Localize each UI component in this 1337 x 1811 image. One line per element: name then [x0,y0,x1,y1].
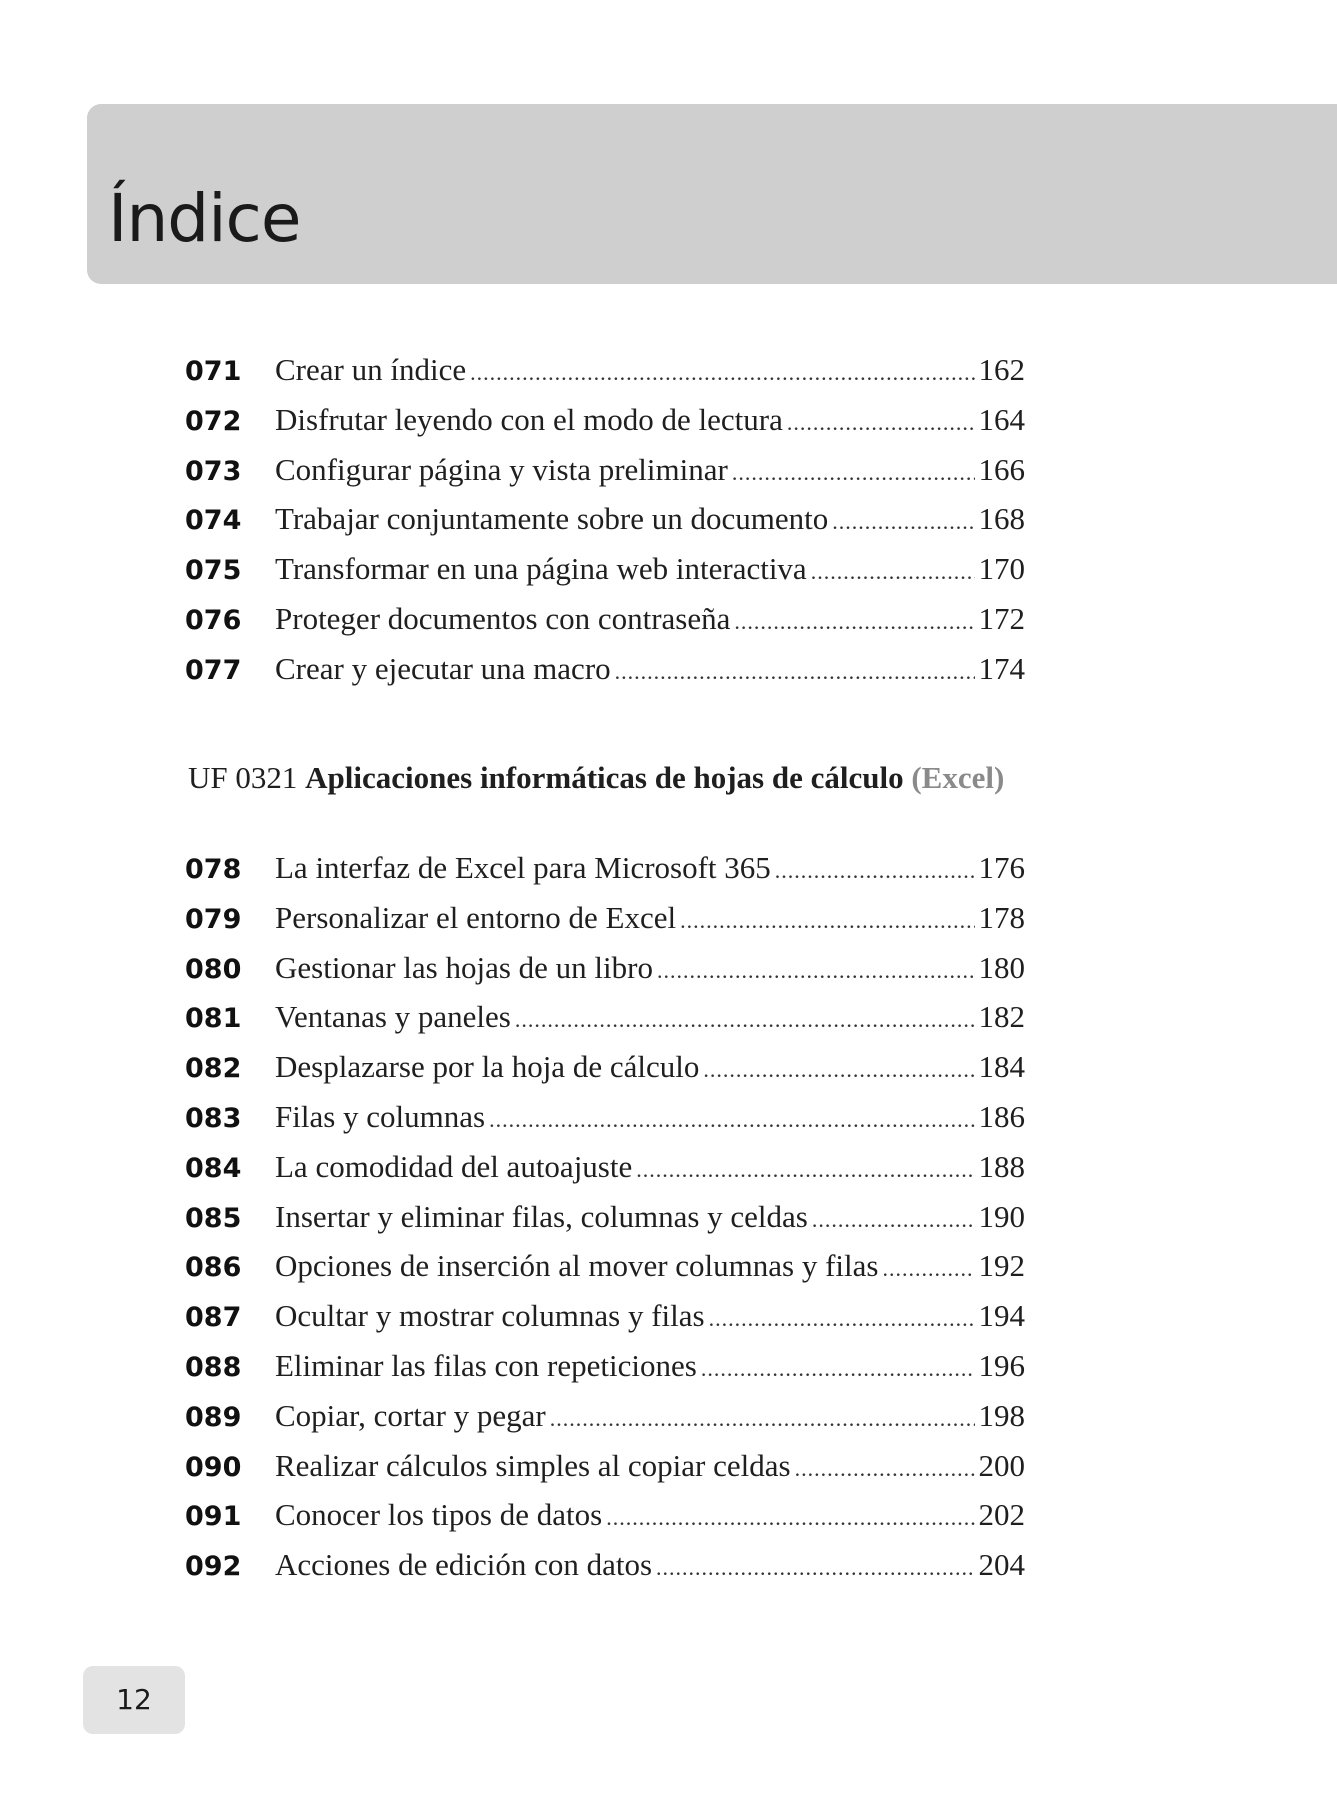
toc-entry-number: 081 [185,1003,242,1035]
toc-entry-page: 174 [978,650,1025,686]
page-number: 12 [116,1683,152,1716]
toc-entry-number: 082 [185,1053,242,1085]
toc-entry-title: Copiar, cortar y pegar [275,1397,546,1433]
toc-entry-number: 091 [185,1501,242,1533]
toc-entry-title: Acciones de edición con datos [275,1547,653,1583]
toc-entry-page: 200 [978,1447,1025,1483]
dot-leader [811,547,975,597]
toc-entry-number: 083 [185,1102,242,1134]
dot-leader [787,398,975,448]
toc-entry-page: 168 [978,501,1025,537]
dot-leader [515,995,975,1045]
toc-entry[interactable] [185,893,1025,943]
dot-leader [701,1344,975,1394]
toc-entry[interactable] [185,345,1025,395]
page-title: Índice [108,180,301,257]
toc-entry-title: Proteger documentos con contraseña [275,600,731,636]
toc-entry[interactable] [185,594,1025,644]
toc-entry-number: 071 [185,356,242,387]
toc-entry-page: 180 [978,949,1025,985]
toc-entry-title: Desplazarse por la hoja de cálculo [275,1049,700,1085]
toc-entry[interactable] [185,1192,1025,1242]
toc-entry-title: Ventanas y paneles [275,999,511,1035]
dot-leader [795,1444,975,1494]
section-code: UF 0321 [188,760,298,795]
toc-entry-title: La interfaz de Excel para Microsoft 365 [275,850,771,885]
toc-entry-title: La comodidad del autoajuste [275,1148,633,1184]
dot-leader [775,846,975,896]
toc-entry-title: Configurar página y vista preliminar [275,451,728,487]
toc-entry-number: 090 [185,1451,242,1483]
toc-entry-number: 088 [185,1351,242,1383]
toc-entry-number: 075 [185,555,242,587]
dot-leader [703,1045,974,1095]
toc-entry[interactable] [185,1092,1025,1142]
toc-entry-number: 089 [185,1401,242,1433]
toc-list-part-1 [185,345,1025,694]
dot-leader [636,1145,974,1195]
toc-entry-page: 170 [978,551,1025,587]
toc-entry-number: 074 [185,505,242,537]
toc-entry-number: 085 [185,1202,242,1234]
toc-entry-page: 198 [978,1397,1025,1433]
toc-entry-page: 186 [978,1098,1025,1134]
toc-entry[interactable] [185,1042,1025,1092]
dot-leader [680,896,974,946]
section-heading [188,760,1004,796]
toc-entry-title: Gestionar las hojas de un libro [275,949,653,985]
toc-entry[interactable] [185,943,1025,993]
toc-entry[interactable] [185,1540,1025,1590]
toc-entry-page: 184 [978,1049,1025,1085]
toc-entry-number: 092 [185,1551,242,1583]
toc-list-part-2 [185,843,1025,1590]
toc-entry-title: Crear un índice [275,352,467,387]
toc-entry-number: 086 [185,1252,242,1284]
toc-entry-number: 072 [185,405,242,437]
toc-entry-page: 162 [978,352,1025,387]
toc-entry-number: 087 [185,1302,242,1334]
toc-entry-page: 176 [978,850,1025,885]
toc-entry-title: Personalizar el entorno de Excel [275,899,677,935]
toc-entry-page: 190 [978,1198,1025,1234]
toc-entry[interactable] [185,494,1025,544]
dot-leader [657,946,975,996]
toc-entry-number: 076 [185,604,242,636]
toc-entry-number: 077 [185,654,242,686]
toc-entry-number: 078 [185,854,242,885]
dot-leader [606,1493,974,1543]
dot-leader [732,448,975,498]
toc-entry[interactable] [185,843,1025,893]
toc-entry-number: 080 [185,953,242,985]
dot-leader [615,647,975,697]
dot-leader [832,497,974,547]
toc-entry-page: 196 [978,1347,1025,1383]
toc-entry-title: Ocultar y mostrar columnas y filas [275,1298,705,1334]
toc-entry-title: Filas y columnas [275,1098,486,1134]
dot-leader [882,1244,974,1294]
dot-leader [709,1294,975,1344]
dot-leader [734,597,974,647]
toc-entry-title: Disfrutar leyendo con el modo de lectura [275,401,783,437]
toc-entry[interactable] [185,1490,1025,1540]
toc-entry[interactable] [185,1441,1025,1491]
toc-entry-page: 182 [978,999,1025,1035]
toc-entry-title: Crear y ejecutar una macro [275,650,611,686]
toc-entry[interactable] [185,1391,1025,1441]
toc-entry[interactable] [185,395,1025,445]
toc-entry[interactable] [185,1341,1025,1391]
toc-entry-page: 202 [978,1497,1025,1533]
toc-entry-page: 192 [978,1248,1025,1284]
toc-entry[interactable] [185,544,1025,594]
toc-entry-title: Trabajar conjuntamente sobre un documento [275,501,829,537]
dot-leader [470,348,974,398]
toc-entry-title: Realizar cálculos simples al copiar celdas [275,1447,791,1483]
toc-entry-title: Transformar en una página web interactiva [275,551,807,587]
toc-entry[interactable] [185,1142,1025,1192]
toc-entry-number: 073 [185,455,242,487]
toc-entry-page: 194 [978,1298,1025,1334]
toc-entry-title: Conocer los tipos de datos [275,1497,603,1533]
toc-entry-page: 172 [978,600,1025,636]
toc-entry[interactable] [185,1241,1025,1291]
toc-entry-title: Opciones de inserción al mover columnas y filas [275,1248,879,1284]
toc-entry-title: Insertar y eliminar filas, columnas y celdas [275,1198,808,1234]
toc-entry[interactable] [185,1291,1025,1341]
section-title: Aplicaciones informáticas de hojas de cálculo [305,760,904,795]
dot-leader [489,1095,974,1145]
toc-entry-title: Eliminar las filas con repeticiones [275,1347,697,1383]
dot-leader [656,1543,974,1593]
toc-entry-number: 079 [185,903,242,935]
toc-entry-page: 178 [978,899,1025,935]
dot-leader [550,1394,975,1444]
toc-entry-page: 188 [978,1148,1025,1184]
toc-entry[interactable] [185,445,1025,495]
toc-entry[interactable] [185,644,1025,694]
section-app-label: (Excel) [911,760,1005,795]
toc-entry-page: 204 [978,1547,1025,1583]
toc-entry-number: 084 [185,1152,242,1184]
toc-entry-page: 164 [978,401,1025,437]
toc-entry[interactable] [185,992,1025,1042]
toc-entry-page: 166 [978,451,1025,487]
dot-leader [812,1195,975,1245]
